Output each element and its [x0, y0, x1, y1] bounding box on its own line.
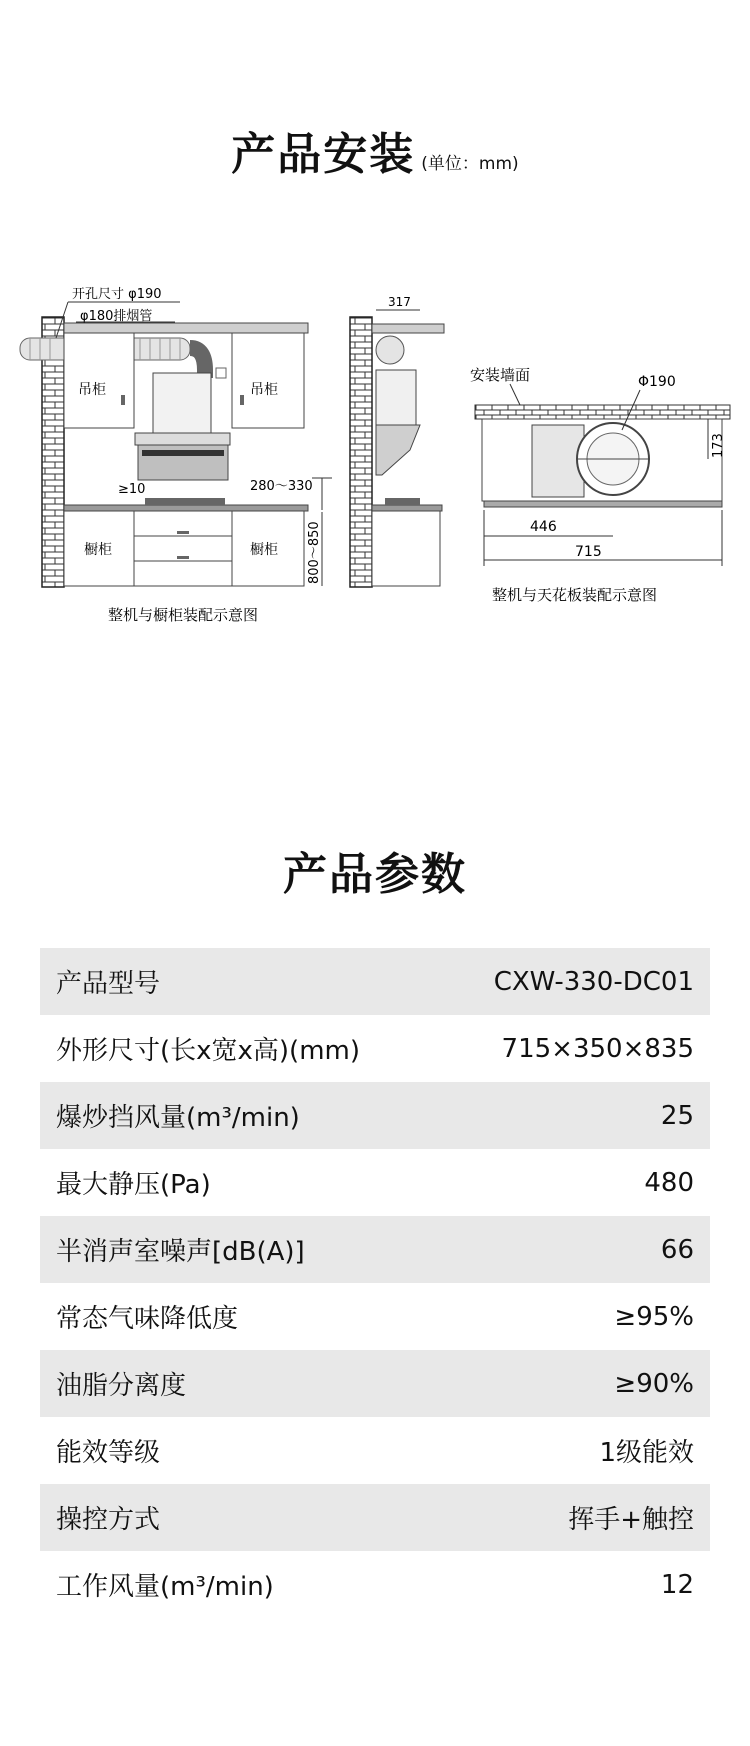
countertop	[64, 505, 308, 511]
spec-value: ≥90%	[614, 1368, 694, 1399]
ceiling-slab	[64, 323, 308, 333]
spec-row	[40, 1082, 710, 1149]
spec-value: 挥手+触控	[568, 1505, 694, 1535]
upper-cabinet-right	[232, 333, 304, 428]
params-title: 产品参数	[283, 849, 467, 900]
spec-row	[40, 1551, 710, 1618]
ceiling-wall	[475, 405, 730, 419]
install-height-label: 280～330	[250, 479, 313, 494]
spec-value: 480	[644, 1167, 694, 1198]
spec-key: 常态气味降低度	[56, 1304, 239, 1334]
side-cabinet	[372, 511, 440, 586]
spec-key: 油脂分离度	[56, 1371, 187, 1401]
spec-row	[40, 1417, 710, 1484]
install-unit: (单位：mm)	[421, 154, 519, 174]
spec-value: 25	[660, 1100, 694, 1131]
spec-value: CXW-330-DC01	[493, 966, 694, 997]
params-section-title	[0, 838, 750, 902]
cabinet-diagram-caption: 整机与橱柜装配示意图	[108, 606, 259, 624]
side-view-diagram	[350, 295, 444, 587]
side-duct	[376, 336, 404, 364]
hood-top	[135, 433, 230, 445]
spec-table	[40, 948, 710, 1618]
lower-drawers	[134, 511, 232, 586]
cooktop	[145, 498, 225, 505]
side-dimension-label: 173	[711, 433, 726, 458]
side-chimney	[376, 370, 416, 425]
upper-cabinet-right-label: 吊柜	[250, 382, 278, 398]
spec-value: 66	[660, 1234, 694, 1265]
spec-value: 715×350×835	[501, 1033, 694, 1064]
install-title: 产品安装	[231, 129, 416, 180]
spec-row	[40, 1484, 710, 1551]
spec-row	[40, 1216, 710, 1283]
spec-key: 操控方式	[56, 1505, 161, 1535]
spec-key: 爆炒挡风量(m³/min)	[56, 1103, 300, 1133]
spec-value: 12	[660, 1569, 694, 1600]
spec-key: 外形尺寸(长x宽x高)(mm)	[56, 1036, 361, 1066]
hood-chimney	[153, 373, 211, 433]
upper-cabinet-left-label: 吊柜	[78, 382, 106, 398]
gap-label: ≥10	[118, 482, 146, 497]
spec-row	[40, 1015, 710, 1082]
offset-dimension-label: 446	[530, 519, 557, 535]
spec-row	[40, 948, 710, 1015]
depth-label: 317	[388, 295, 411, 309]
spec-value: 1级能效	[599, 1438, 694, 1468]
wall-label: 安装墙面	[470, 366, 531, 384]
duct-diameter-label: Φ190	[638, 374, 676, 390]
install-diagram	[0, 287, 750, 700]
install-section-title	[0, 118, 750, 182]
spec-row	[40, 1149, 710, 1216]
spec-key: 工作风量(m³/min)	[56, 1572, 274, 1602]
spec-key: 产品型号	[56, 969, 161, 999]
width-dimension-label: 715	[575, 544, 602, 560]
side-wall	[350, 317, 372, 587]
lower-cabinet-right-label: 橱柜	[250, 542, 278, 558]
cabinet-diagram	[20, 286, 332, 624]
install-diagram-svg	[0, 287, 750, 700]
ceiling-diagram	[470, 366, 730, 604]
ceiling-diagram-caption: 整机与天花板装配示意图	[492, 586, 658, 604]
side-hood	[376, 425, 420, 475]
spec-key: 能效等级	[56, 1438, 161, 1468]
counter-height-label: 800～850	[307, 521, 322, 584]
hole-size-label: 开孔尺寸 φ190	[72, 287, 162, 302]
spec-row	[40, 1350, 710, 1417]
spec-value: ≥95%	[614, 1301, 694, 1332]
pipe-label: φ180排烟管	[80, 309, 153, 324]
lower-cabinet-left-label: 橱柜	[84, 542, 112, 558]
spec-key: 最大静压(Pa)	[56, 1170, 211, 1200]
upper-cabinet-left	[64, 333, 134, 428]
spec-row	[40, 1283, 710, 1350]
spec-key: 半消声室噪声[dB(A)]	[56, 1237, 305, 1267]
